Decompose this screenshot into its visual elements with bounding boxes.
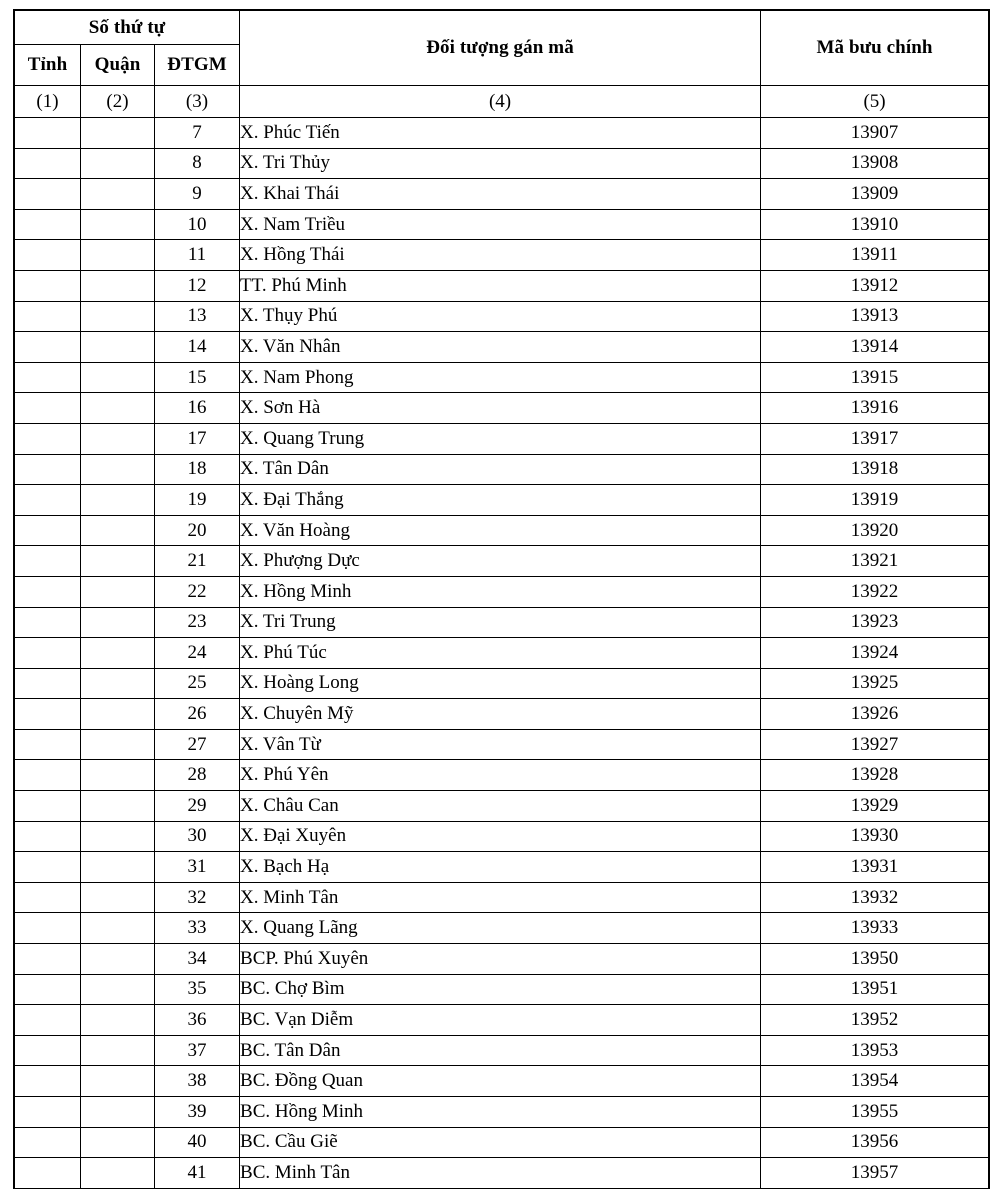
table-row	[15, 760, 989, 791]
cell-ma-buu-chinh: 13924	[761, 638, 989, 669]
cell-doi-tuong-gan-ma: X. Hồng Thái	[240, 240, 761, 271]
cell-dtgm: 20	[155, 515, 240, 546]
cell-tinh	[15, 423, 81, 454]
cell-dtgm: 8	[155, 148, 240, 179]
cell-doi-tuong-gan-ma: BC. Vạn Diễm	[240, 1005, 761, 1036]
cell-dtgm: 34	[155, 944, 240, 975]
cell-tinh	[15, 362, 81, 393]
cell-dtgm: 28	[155, 760, 240, 791]
cell-dtgm: 9	[155, 179, 240, 210]
cell-dtgm: 30	[155, 821, 240, 852]
table-header	[15, 11, 989, 118]
cell-doi-tuong-gan-ma: X. Nam Phong	[240, 362, 761, 393]
cell-ma-buu-chinh: 13953	[761, 1035, 989, 1066]
cell-tinh	[15, 179, 81, 210]
table-row	[15, 1127, 989, 1158]
cell-ma-buu-chinh: 13954	[761, 1066, 989, 1097]
cell-ma-buu-chinh: 13931	[761, 852, 989, 883]
cell-tinh	[15, 607, 81, 638]
table-body	[15, 118, 989, 1189]
cell-quan	[81, 515, 155, 546]
cell-doi-tuong-gan-ma: X. Hồng Minh	[240, 576, 761, 607]
cell-ma-buu-chinh: 13926	[761, 699, 989, 730]
cell-dtgm: 37	[155, 1035, 240, 1066]
cell-doi-tuong-gan-ma: X. Quang Lãng	[240, 913, 761, 944]
table-row	[15, 1097, 989, 1128]
cell-ma-buu-chinh: 13911	[761, 240, 989, 271]
cell-quan	[81, 1097, 155, 1128]
cell-quan	[81, 1005, 155, 1036]
cell-dtgm: 7	[155, 118, 240, 149]
cell-quan	[81, 148, 155, 179]
cell-dtgm: 22	[155, 576, 240, 607]
cell-tinh	[15, 821, 81, 852]
cell-dtgm: 13	[155, 301, 240, 332]
cell-dtgm: 27	[155, 729, 240, 760]
cell-quan	[81, 301, 155, 332]
cell-quan	[81, 974, 155, 1005]
header-dtgm: ĐTGM	[155, 45, 240, 86]
cell-quan	[81, 791, 155, 822]
cell-dtgm: 14	[155, 332, 240, 363]
cell-dtgm: 16	[155, 393, 240, 424]
cell-tinh	[15, 913, 81, 944]
cell-tinh	[15, 332, 81, 363]
header-row-group	[15, 11, 989, 45]
table-row	[15, 148, 989, 179]
header-ma-buu-chinh: Mã bưu chính	[761, 11, 989, 86]
cell-quan	[81, 118, 155, 149]
cell-doi-tuong-gan-ma: TT. Phú Minh	[240, 270, 761, 301]
cell-tinh	[15, 301, 81, 332]
cell-dtgm: 24	[155, 638, 240, 669]
cell-ma-buu-chinh: 13933	[761, 913, 989, 944]
cell-doi-tuong-gan-ma: X. Văn Hoàng	[240, 515, 761, 546]
cell-ma-buu-chinh: 13923	[761, 607, 989, 638]
cell-dtgm: 12	[155, 270, 240, 301]
cell-ma-buu-chinh: 13957	[761, 1158, 989, 1189]
cell-quan	[81, 546, 155, 577]
cell-dtgm: 38	[155, 1066, 240, 1097]
cell-doi-tuong-gan-ma: X. Tri Thủy	[240, 148, 761, 179]
column-number-row	[15, 86, 989, 118]
table-row	[15, 852, 989, 883]
cell-tinh	[15, 699, 81, 730]
column-number-2: (2)	[81, 86, 155, 118]
table-row	[15, 913, 989, 944]
cell-doi-tuong-gan-ma: BC. Chợ Bìm	[240, 974, 761, 1005]
cell-doi-tuong-gan-ma: X. Phú Yên	[240, 760, 761, 791]
cell-quan	[81, 240, 155, 271]
table-row	[15, 1066, 989, 1097]
cell-doi-tuong-gan-ma: X. Đại Thắng	[240, 485, 761, 516]
cell-tinh	[15, 791, 81, 822]
table-row	[15, 515, 989, 546]
cell-tinh	[15, 882, 81, 913]
cell-tinh	[15, 1158, 81, 1189]
cell-doi-tuong-gan-ma: X. Minh Tân	[240, 882, 761, 913]
table-row	[15, 301, 989, 332]
column-number-1: (1)	[15, 86, 81, 118]
cell-ma-buu-chinh: 13927	[761, 729, 989, 760]
header-quan: Quận	[81, 45, 155, 86]
cell-ma-buu-chinh: 13951	[761, 974, 989, 1005]
cell-dtgm: 23	[155, 607, 240, 638]
cell-dtgm: 36	[155, 1005, 240, 1036]
table-row	[15, 944, 989, 975]
table-row	[15, 362, 989, 393]
column-number-5: (5)	[761, 86, 989, 118]
postal-code-table	[14, 10, 989, 1189]
cell-doi-tuong-gan-ma: BC. Hồng Minh	[240, 1097, 761, 1128]
table-row	[15, 974, 989, 1005]
cell-dtgm: 26	[155, 699, 240, 730]
cell-doi-tuong-gan-ma: X. Sơn Hà	[240, 393, 761, 424]
cell-tinh	[15, 668, 81, 699]
cell-tinh	[15, 240, 81, 271]
cell-tinh	[15, 1097, 81, 1128]
table-row	[15, 791, 989, 822]
table-row	[15, 668, 989, 699]
cell-ma-buu-chinh: 13922	[761, 576, 989, 607]
cell-ma-buu-chinh: 13952	[761, 1005, 989, 1036]
cell-quan	[81, 760, 155, 791]
cell-tinh	[15, 1035, 81, 1066]
cell-doi-tuong-gan-ma: X. Vân Từ	[240, 729, 761, 760]
cell-quan	[81, 607, 155, 638]
table-row	[15, 332, 989, 363]
cell-dtgm: 41	[155, 1158, 240, 1189]
cell-quan	[81, 1158, 155, 1189]
cell-quan	[81, 1066, 155, 1097]
cell-tinh	[15, 729, 81, 760]
table-row	[15, 240, 989, 271]
cell-tinh	[15, 393, 81, 424]
cell-quan	[81, 821, 155, 852]
cell-dtgm: 39	[155, 1097, 240, 1128]
cell-doi-tuong-gan-ma: X. Khai Thái	[240, 179, 761, 210]
cell-ma-buu-chinh: 13928	[761, 760, 989, 791]
cell-ma-buu-chinh: 13912	[761, 270, 989, 301]
cell-doi-tuong-gan-ma: X. Phú Túc	[240, 638, 761, 669]
cell-quan	[81, 668, 155, 699]
cell-doi-tuong-gan-ma: X. Thụy Phú	[240, 301, 761, 332]
cell-doi-tuong-gan-ma: BCP. Phú Xuyên	[240, 944, 761, 975]
cell-ma-buu-chinh: 13925	[761, 668, 989, 699]
cell-ma-buu-chinh: 13956	[761, 1127, 989, 1158]
cell-tinh	[15, 515, 81, 546]
header-so-thu-tu: Số thứ tự	[15, 11, 240, 45]
table-row	[15, 209, 989, 240]
cell-dtgm: 31	[155, 852, 240, 883]
cell-quan	[81, 638, 155, 669]
cell-quan	[81, 270, 155, 301]
cell-doi-tuong-gan-ma: X. Châu Can	[240, 791, 761, 822]
cell-quan	[81, 729, 155, 760]
cell-quan	[81, 179, 155, 210]
table-row	[15, 118, 989, 149]
cell-doi-tuong-gan-ma: BC. Tân Dân	[240, 1035, 761, 1066]
cell-quan	[81, 852, 155, 883]
cell-ma-buu-chinh: 13950	[761, 944, 989, 975]
cell-doi-tuong-gan-ma: X. Bạch Hạ	[240, 852, 761, 883]
cell-tinh	[15, 485, 81, 516]
cell-ma-buu-chinh: 13929	[761, 791, 989, 822]
cell-tinh	[15, 944, 81, 975]
cell-tinh	[15, 118, 81, 149]
cell-quan	[81, 362, 155, 393]
cell-doi-tuong-gan-ma: BC. Minh Tân	[240, 1158, 761, 1189]
cell-ma-buu-chinh: 13908	[761, 148, 989, 179]
table-row	[15, 393, 989, 424]
cell-tinh	[15, 760, 81, 791]
table-row	[15, 607, 989, 638]
cell-quan	[81, 332, 155, 363]
header-doi-tuong-gan-ma: Đối tượng gán mã	[240, 11, 761, 86]
table-row	[15, 454, 989, 485]
cell-doi-tuong-gan-ma: X. Tân Dân	[240, 454, 761, 485]
cell-ma-buu-chinh: 13915	[761, 362, 989, 393]
cell-ma-buu-chinh: 13914	[761, 332, 989, 363]
cell-dtgm: 35	[155, 974, 240, 1005]
cell-ma-buu-chinh: 13921	[761, 546, 989, 577]
cell-dtgm: 10	[155, 209, 240, 240]
table-row	[15, 179, 989, 210]
table-row	[15, 1005, 989, 1036]
table-row	[15, 638, 989, 669]
cell-ma-buu-chinh: 13913	[761, 301, 989, 332]
cell-tinh	[15, 270, 81, 301]
cell-tinh	[15, 454, 81, 485]
table-row	[15, 1158, 989, 1189]
table-row	[15, 821, 989, 852]
cell-dtgm: 40	[155, 1127, 240, 1158]
cell-doi-tuong-gan-ma: X. Chuyên Mỹ	[240, 699, 761, 730]
table-row	[15, 576, 989, 607]
cell-doi-tuong-gan-ma: X. Văn Nhân	[240, 332, 761, 363]
table-row	[15, 729, 989, 760]
cell-doi-tuong-gan-ma: X. Phúc Tiến	[240, 118, 761, 149]
cell-quan	[81, 454, 155, 485]
cell-tinh	[15, 1005, 81, 1036]
table-row	[15, 270, 989, 301]
cell-dtgm: 17	[155, 423, 240, 454]
cell-quan	[81, 576, 155, 607]
cell-dtgm: 32	[155, 882, 240, 913]
cell-ma-buu-chinh: 13955	[761, 1097, 989, 1128]
cell-tinh	[15, 1066, 81, 1097]
cell-quan	[81, 423, 155, 454]
cell-tinh	[15, 638, 81, 669]
cell-dtgm: 25	[155, 668, 240, 699]
cell-doi-tuong-gan-ma: X. Quang Trung	[240, 423, 761, 454]
cell-tinh	[15, 1127, 81, 1158]
cell-doi-tuong-gan-ma: X. Phượng Dực	[240, 546, 761, 577]
cell-quan	[81, 913, 155, 944]
cell-tinh	[15, 852, 81, 883]
cell-ma-buu-chinh: 13918	[761, 454, 989, 485]
cell-doi-tuong-gan-ma: X. Nam Triều	[240, 209, 761, 240]
column-number-3: (3)	[155, 86, 240, 118]
cell-ma-buu-chinh: 13919	[761, 485, 989, 516]
cell-quan	[81, 944, 155, 975]
cell-quan	[81, 882, 155, 913]
cell-doi-tuong-gan-ma: X. Hoàng Long	[240, 668, 761, 699]
table-row	[15, 699, 989, 730]
cell-tinh	[15, 974, 81, 1005]
cell-dtgm: 19	[155, 485, 240, 516]
cell-dtgm: 33	[155, 913, 240, 944]
cell-ma-buu-chinh: 13932	[761, 882, 989, 913]
cell-ma-buu-chinh: 13909	[761, 179, 989, 210]
cell-ma-buu-chinh: 13917	[761, 423, 989, 454]
cell-ma-buu-chinh: 13920	[761, 515, 989, 546]
cell-doi-tuong-gan-ma: X. Tri Trung	[240, 607, 761, 638]
cell-tinh	[15, 576, 81, 607]
table-row	[15, 546, 989, 577]
cell-quan	[81, 209, 155, 240]
cell-doi-tuong-gan-ma: X. Đại Xuyên	[240, 821, 761, 852]
cell-ma-buu-chinh: 13916	[761, 393, 989, 424]
cell-ma-buu-chinh: 13910	[761, 209, 989, 240]
table-row	[15, 1035, 989, 1066]
table-row	[15, 423, 989, 454]
table-row	[15, 485, 989, 516]
cell-quan	[81, 699, 155, 730]
cell-ma-buu-chinh: 13930	[761, 821, 989, 852]
cell-quan	[81, 485, 155, 516]
cell-tinh	[15, 546, 81, 577]
table-row	[15, 882, 989, 913]
column-number-4: (4)	[240, 86, 761, 118]
cell-doi-tuong-gan-ma: BC. Đồng Quan	[240, 1066, 761, 1097]
cell-dtgm: 29	[155, 791, 240, 822]
cell-tinh	[15, 148, 81, 179]
cell-quan	[81, 1035, 155, 1066]
cell-quan	[81, 393, 155, 424]
cell-tinh	[15, 209, 81, 240]
cell-quan	[81, 1127, 155, 1158]
header-tinh: Tỉnh	[15, 45, 81, 86]
cell-ma-buu-chinh: 13907	[761, 118, 989, 149]
cell-dtgm: 15	[155, 362, 240, 393]
cell-doi-tuong-gan-ma: BC. Cầu Giẽ	[240, 1127, 761, 1158]
cell-dtgm: 21	[155, 546, 240, 577]
cell-dtgm: 18	[155, 454, 240, 485]
cell-dtgm: 11	[155, 240, 240, 271]
